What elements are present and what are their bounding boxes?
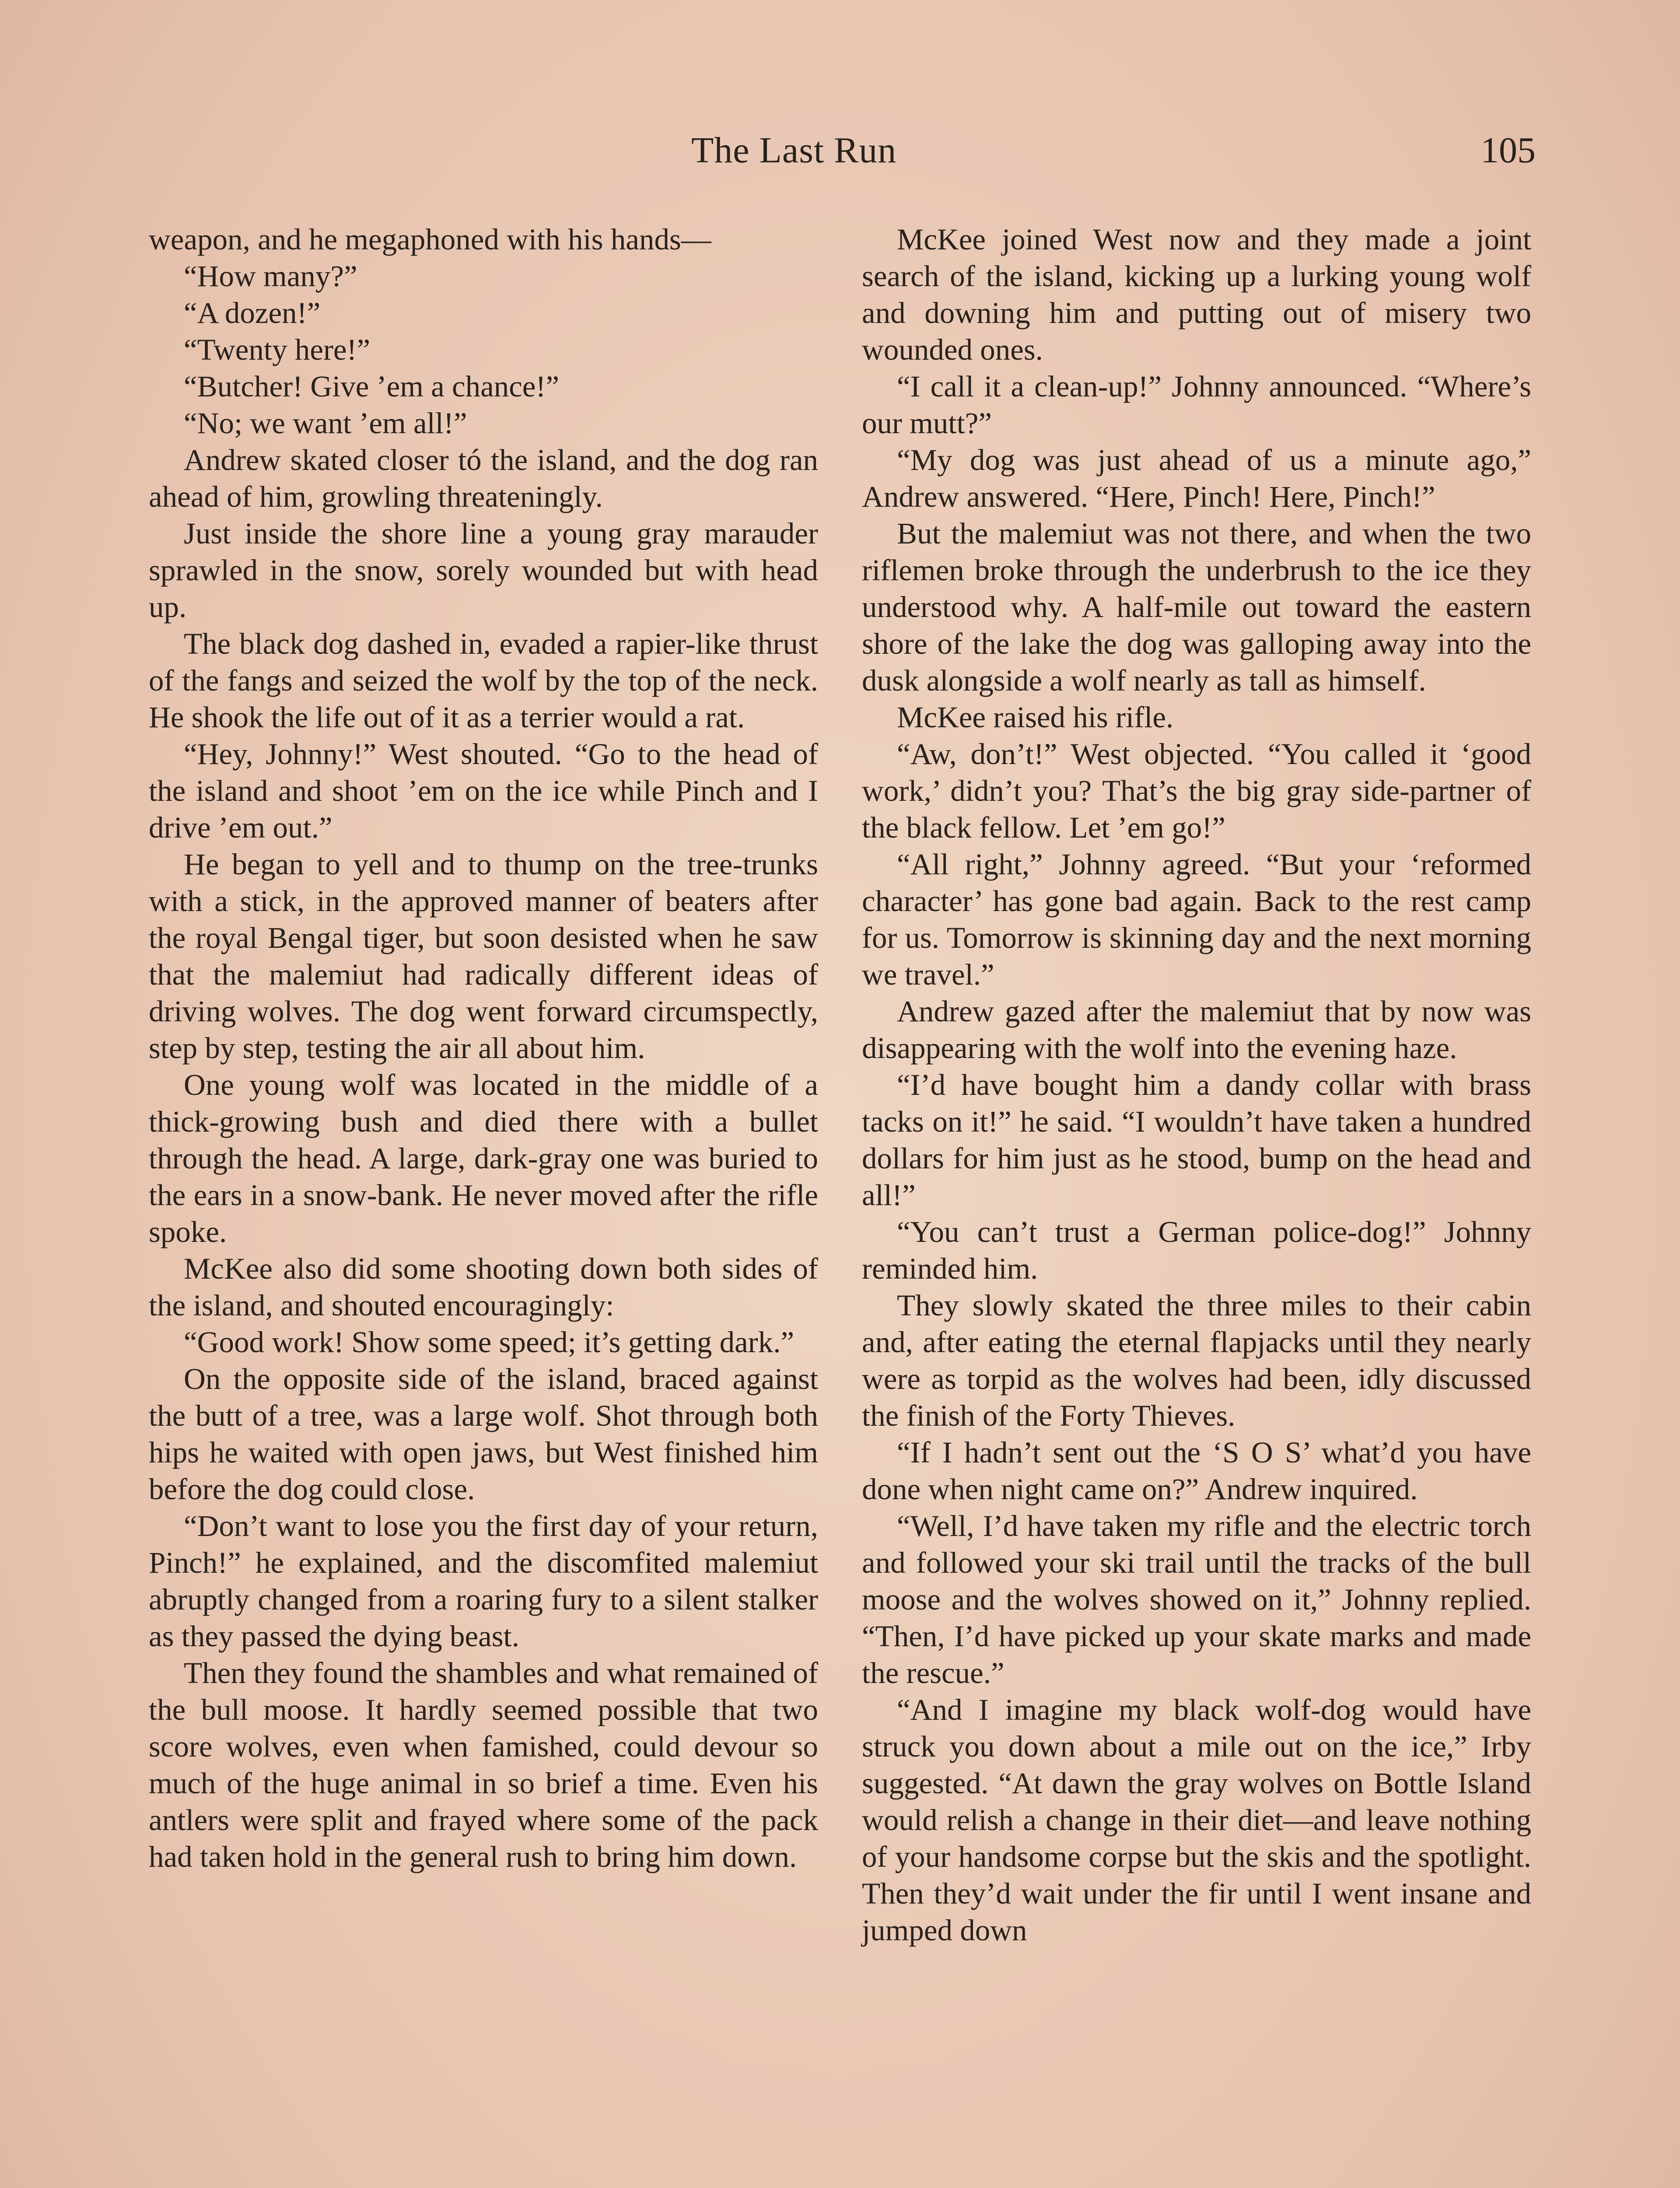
paragraph: On the opposite side of the island, braced against the butt of a tree, was a large wolf. Shot through both hips he waited with open jaws, but West finished him before the dog could close. [149,1362,818,1506]
right-text-column [862,221,1531,1949]
paragraph: “All right,” Johnny agreed. “But your ‘reformed character’ has gone bad again. Back to the rest camp for us. Tomorrow is skinning day and the next morning we travel.” [862,848,1531,991]
paragraph: “Aw, don’t!” West objected. “You called it ‘good work,’ didn’t you? That’s the big gray side-partner of the black fellow. Let ’em go!” [862,737,1531,844]
paragraph: “Good work! Show some speed; it’s getting dark.” [184,1325,794,1359]
paragraph: “Well, I’d have taken my rifle and the electric torch and followed your ski trail until the tracks of the bull moose and the wolves showed on it,” Johnny replied. “Then, I’d have picked up your skate marks and made the rescue.” [862,1509,1531,1690]
paragraph: “No; we want ’em all!” [184,407,467,440]
paragraph: “I’d have bought him a dandy collar with brass tacks on it!” he said. “I wouldn’t have taken a hundred dollars for him just as he stood, bump on the head and all!” [862,1068,1531,1212]
left-text-column [149,221,818,1875]
paragraph: “You can’t trust a German police-dog!” Johnny reminded him. [862,1215,1531,1285]
paragraph: Andrew skated closer tó the island, and the dog ran ahead of him, growling threateningly. [149,443,818,513]
paragraph: “My dog was just ahead of us a minute ago,” Andrew answered. “Here, Pinch! Here, Pinch!” [862,443,1531,513]
paragraph: “Twenty here!” [184,333,371,366]
paragraph: The black dog dashed in, evaded a rapier-like thrust of the fangs and seized the wolf by the top of the neck. He shook the life out of it as a terrier would a rat. [149,627,818,734]
paragraph: “Hey, Johnny!” West shouted. “Go to the head of the island and shoot ’em on the ice while Pinch and I drive ’em out.” [149,737,818,844]
paragraph: McKee joined West now and they made a joint search of the island, kicking up a lurking young wolf and downing him and putting out of misery two wounded ones. [862,223,1531,366]
paragraph: Just inside the shore line a young gray marauder sprawled in the snow, sorely wounded but with head up. [149,517,818,624]
running-head [0,129,1680,182]
running-title: The Last Run [691,130,897,171]
paragraph: “How many?” [184,259,357,293]
page-number: 105 [1480,130,1536,171]
paragraph: “I call it a clean-up!” Johnny announced. “Where’s our mutt?” [862,370,1531,440]
paragraph: “And I imagine my black wolf-dog would have struck you down about a mile out on the ice,” Irby suggested. “At dawn the gray wolves on Bottle Island would relish a change in their diet—and leave nothing of your handsome corpse but the skis and the spotlight. Then they’d wait under the fir until I went insane and jumped down [862,1693,1531,1947]
paragraph: “If I hadn’t sent out the ‘S O S’ what’d you have done when night came on?” Andrew inquired. [862,1436,1531,1506]
paragraph: “Don’t want to lose you the first day of your return, Pinch!” he explained, and the discomfited malemiut abruptly changed from a roaring fury to a silent stalker as they passed the dying beast. [149,1509,818,1653]
paragraph: weapon, and he megaphoned with his hands— [149,223,711,256]
paragraph: They slowly skated the three miles to their cabin and, after eating the eternal flapjacks until they nearly were as torpid as the wolves had been, idly discussed the finish of the Forty Thieves. [862,1289,1531,1432]
paragraph: “Butcher! Give ’em a chance!” [184,370,560,403]
paragraph: “A dozen!” [184,296,321,330]
paragraph: He began to yell and to thump on the tree-trunks with a stick, in the approved manner of beaters after the royal Bengal tiger, but soon desisted when he saw that the malemiut had radically different ideas of driving wolves. The dog went forward circumspectly, step by step, testing the air all about him. [149,848,818,1065]
paragraph: Then they found the shambles and what remained of the bull moose. It hardly seemed possible that two score wolves, even when famished, could devour so much of the huge animal in so brief a time. Even his antlers were split and frayed where some of the pack had taken hold in the general rush to bring him down. [149,1656,818,1873]
paragraph: McKee also did some shooting down both sides of the island, and shouted encouragingly: [149,1252,818,1322]
paragraph: McKee raised his rifle. [897,701,1174,734]
paragraph: Andrew gazed after the malemiut that by now was disappearing with the wolf into the evening haze. [862,995,1531,1065]
paragraph: One young wolf was located in the middle of a thick-growing bush and died there with a bullet through the head. A large, dark-gray one was buried to the ears in a snow-bank. He never moved after the rifle spoke. [149,1068,818,1248]
paragraph: But the malemiut was not there, and when the two riflemen broke through the underbrush to the ice they understood why. A half-mile out toward the eastern shore of the lake the dog was galloping away into the dusk alongside a wolf nearly as tall as himself. [862,517,1531,697]
